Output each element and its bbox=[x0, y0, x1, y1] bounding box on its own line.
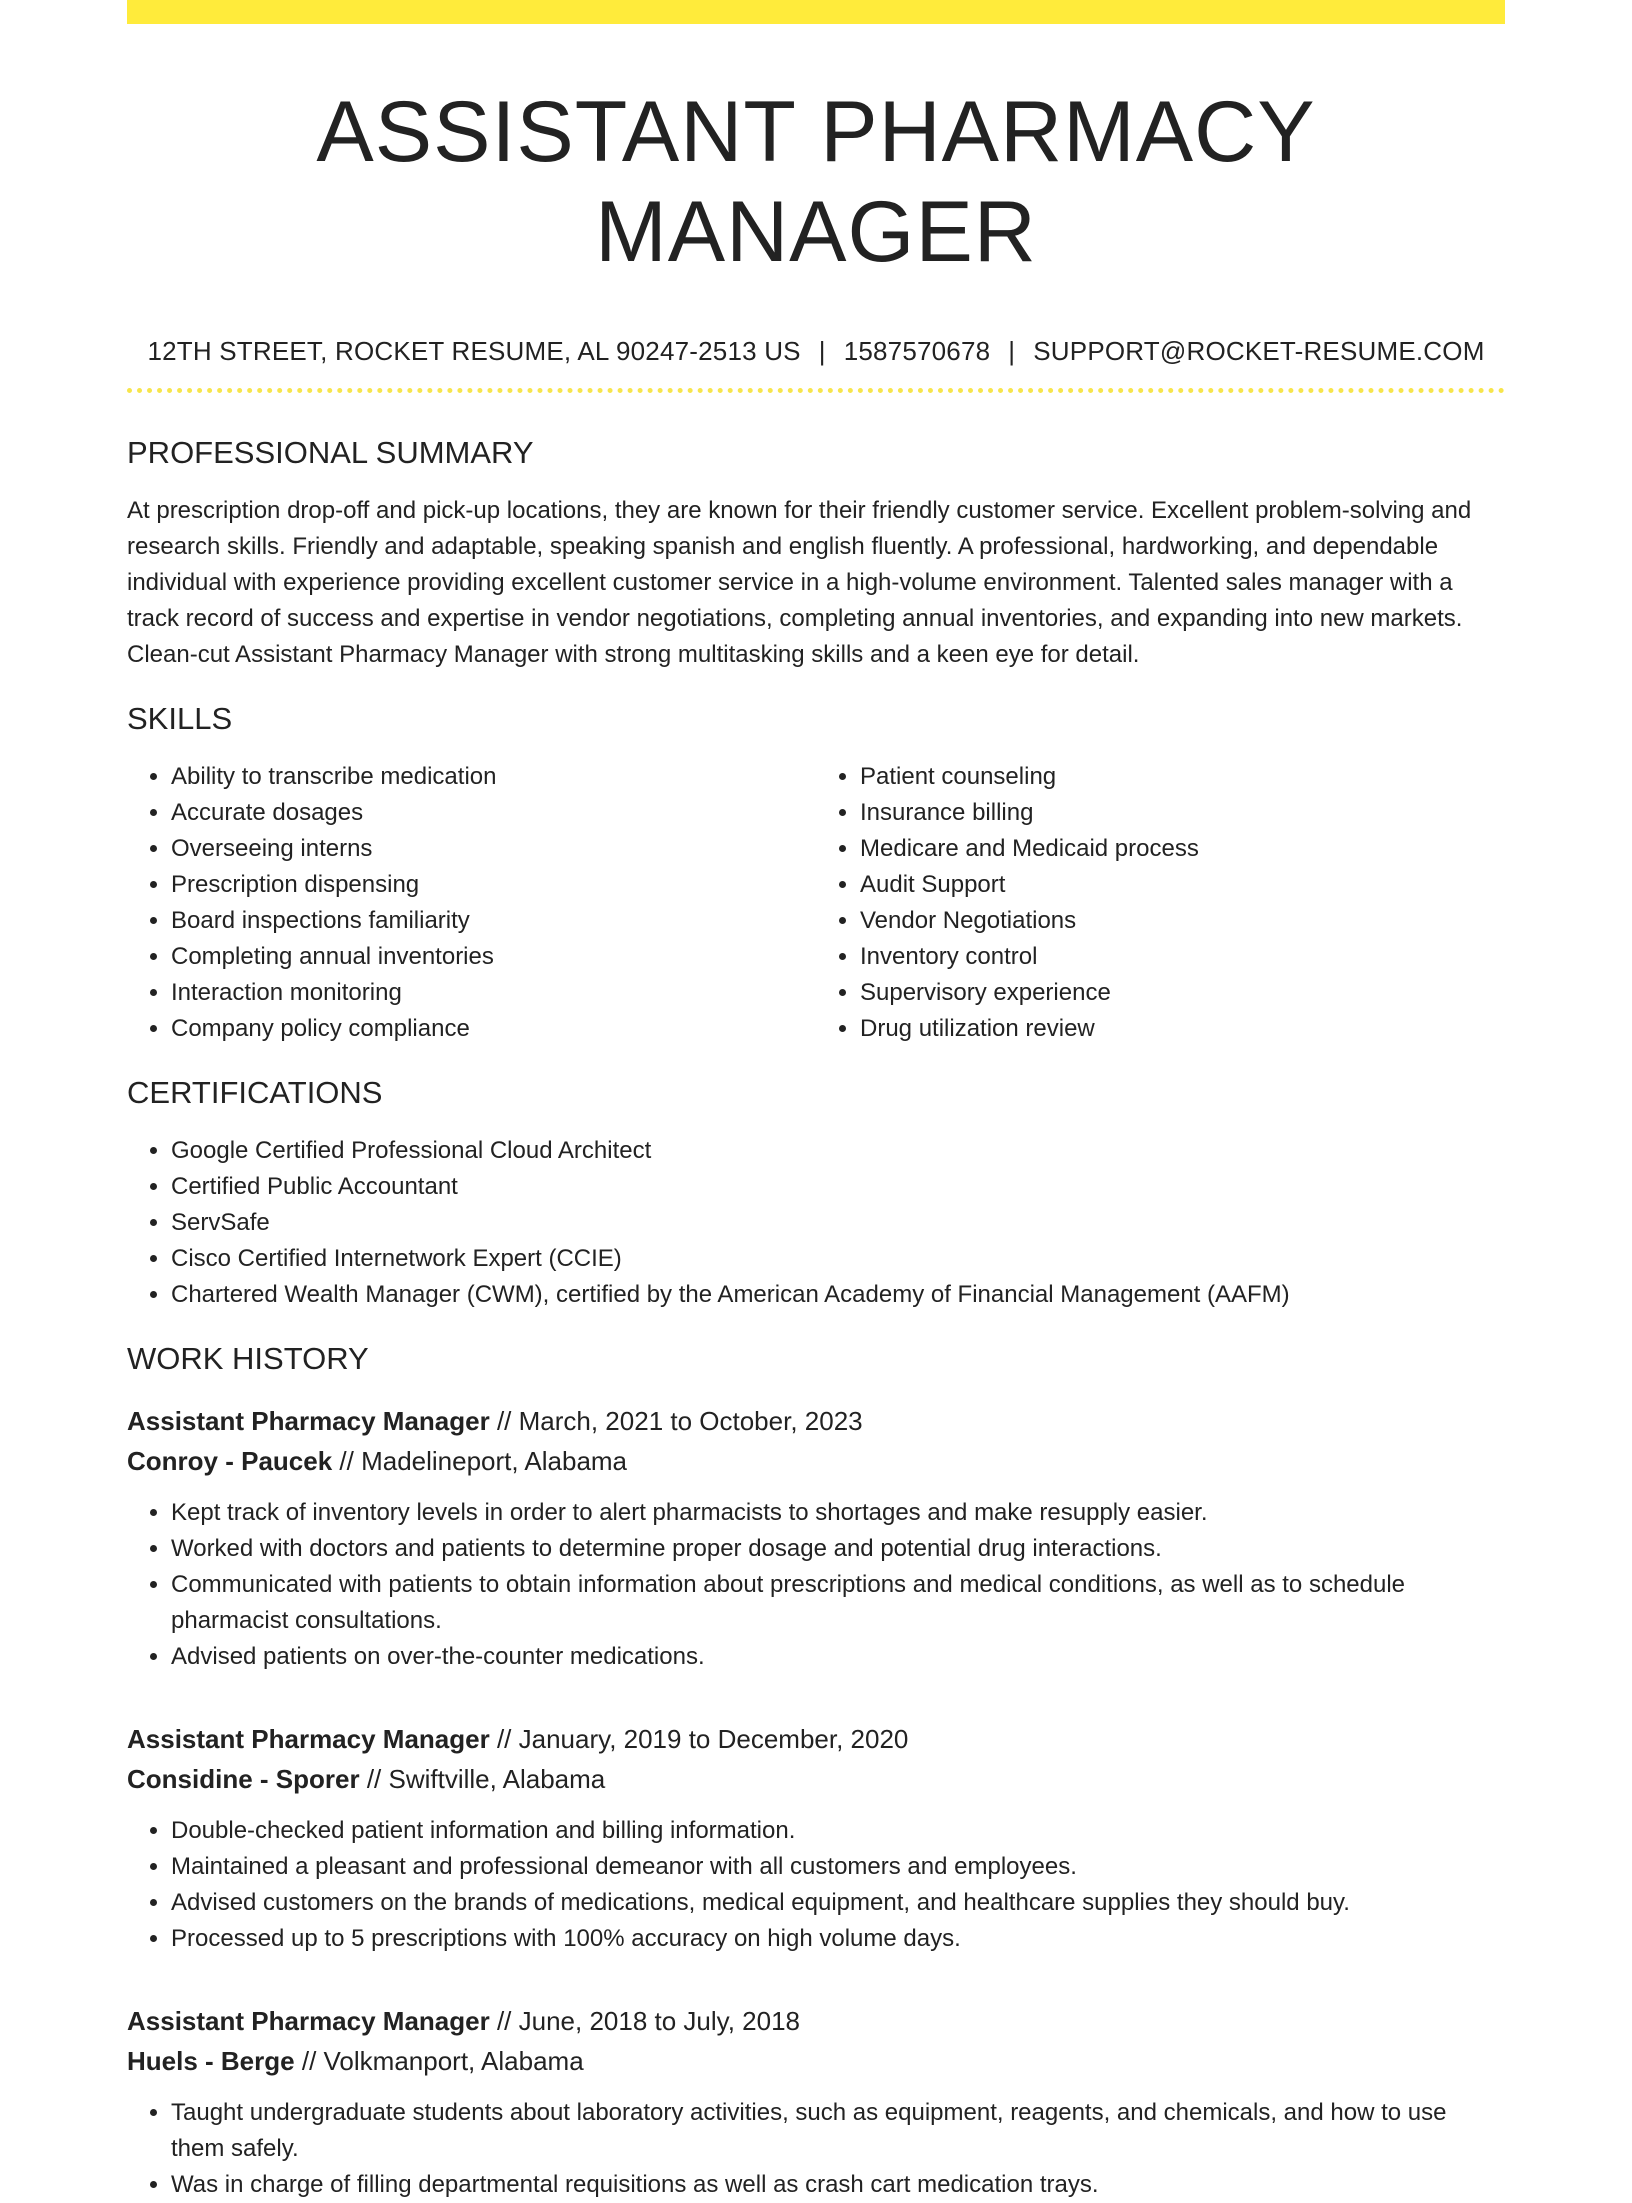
skill-item: • Audit Support bbox=[860, 867, 1505, 903]
contact-line bbox=[127, 334, 1505, 368]
skill-item: • Interaction monitoring bbox=[171, 975, 816, 1011]
job-location: // Swiftville, Alabama bbox=[366, 1764, 606, 1794]
summary-heading: PROFESSIONAL SUMMARY bbox=[127, 435, 534, 470]
skill-item: • Company policy compliance bbox=[171, 1011, 816, 1047]
job-entry bbox=[127, 1719, 1505, 1957]
skills-list-right bbox=[816, 759, 1505, 1047]
job-bullet: • Communicated with patients to obtain information about prescriptions and medical conditions, as well as to schedule pharmacist consultations. bbox=[171, 1567, 1505, 1639]
skill-item: • Completing annual inventories bbox=[171, 939, 816, 975]
resume-page bbox=[127, 0, 1505, 2203]
job-bullets bbox=[127, 1813, 1505, 1957]
skill-item: • Drug utilization review bbox=[860, 1011, 1505, 1047]
skill-item: • Vendor Negotiations bbox=[860, 903, 1505, 939]
skill-item: • Prescription dispensing bbox=[171, 867, 816, 903]
job-bullet: • Maintained a pleasant and professional demeanor with all customers and employees. bbox=[171, 1849, 1505, 1885]
certification-item: • Chartered Wealth Manager (CWM), certified by the American Academy of Financial Management (AAFM) bbox=[171, 1277, 1505, 1313]
job-location: // Madelineport, Alabama bbox=[339, 1446, 628, 1476]
job-bullet: • Double-checked patient information and billing information. bbox=[171, 1813, 1505, 1849]
summary-text: At prescription drop-off and pick-up locations, they are known for their friendly customer service. Excellent problem-solving and research skills. Friendly and adaptable, speaking spanish and english fluently. A professional, hardworking, and dependable individual with experience providing excellent customer service in a high-volume environment. Talented sales manager with a track record of success and expertise in vendor negotiations, completing annual inventories, and expanding into new markets. Clean-cut Assistant Pharmacy Manager with strong multitasking skills and a keen eye for detail. bbox=[127, 497, 1472, 668]
job-bullet: • Advised customers on the brands of medications, medical equipment, and healthcare supplies they should buy. bbox=[171, 1885, 1505, 1921]
job-location: // Volkmanport, Alabama bbox=[301, 2046, 584, 2076]
job-title-line bbox=[127, 2001, 1505, 2041]
contact-email: SUPPORT@ROCKET-RESUME.COM bbox=[1033, 336, 1485, 366]
certification-item: • ServSafe bbox=[171, 1205, 1505, 1241]
contact-address: 12TH STREET, ROCKET RESUME, AL 90247-2513 US bbox=[147, 336, 801, 366]
job-bullet: • Was in charge of filling departmental requisitions as well as crash cart medication trays. bbox=[171, 2167, 1505, 2203]
job-bullet: • Kept track of inventory levels in order to alert pharmacists to shortages and make resupply easier. bbox=[171, 1495, 1505, 1531]
job-dates: // January, 2019 to December, 2020 bbox=[496, 1724, 909, 1754]
skill-item: • Board inspections familiarity bbox=[171, 903, 816, 939]
skill-item: • Ability to transcribe medication bbox=[171, 759, 816, 795]
work-history-heading: WORK HISTORY bbox=[127, 1341, 369, 1376]
skill-item: • Supervisory experience bbox=[860, 975, 1505, 1011]
skill-item: • Insurance billing bbox=[860, 795, 1505, 831]
skill-item: • Patient counseling bbox=[860, 759, 1505, 795]
job-dates: // March, 2021 to October, 2023 bbox=[496, 1406, 863, 1436]
skills-heading: SKILLS bbox=[127, 701, 233, 736]
certification-item: • Cisco Certified Internetwork Expert (CCIE) bbox=[171, 1241, 1505, 1277]
job-company-line bbox=[127, 1441, 1505, 1481]
job-bullet: • Taught undergraduate students about laboratory activities, such as equipment, reagents, and chemicals, and how to use them safely. bbox=[171, 2095, 1505, 2167]
contact-separator: | bbox=[818, 336, 826, 366]
dotted-divider bbox=[127, 388, 1505, 393]
job-bullet: • Processed up to 5 prescriptions with 100% accuracy on high volume days. bbox=[171, 1921, 1505, 1957]
skills-columns bbox=[127, 759, 1505, 1047]
job-bullet: • Worked with doctors and patients to determine proper dosage and potential drug interactions. bbox=[171, 1531, 1505, 1567]
certification-item: • Certified Public Accountant bbox=[171, 1169, 1505, 1205]
certifications-heading: CERTIFICATIONS bbox=[127, 1075, 383, 1110]
job-entry bbox=[127, 1401, 1505, 1675]
resume-title: ASSISTANT PHARMACY MANAGER bbox=[316, 84, 1316, 280]
contact-phone: 1587570678 bbox=[843, 336, 991, 366]
skill-item: • Accurate dosages bbox=[171, 795, 816, 831]
certifications-list bbox=[127, 1133, 1505, 1313]
skill-item: • Inventory control bbox=[860, 939, 1505, 975]
job-company-line bbox=[127, 1759, 1505, 1799]
job-title: Assistant Pharmacy Manager bbox=[127, 2006, 490, 2036]
job-title: Assistant Pharmacy Manager bbox=[127, 1724, 490, 1754]
contact-separator: | bbox=[1008, 336, 1016, 366]
job-bullets bbox=[127, 1495, 1505, 1675]
job-title: Assistant Pharmacy Manager bbox=[127, 1406, 490, 1436]
job-dates: // June, 2018 to July, 2018 bbox=[496, 2006, 801, 2036]
certification-item: • Google Certified Professional Cloud Architect bbox=[171, 1133, 1505, 1169]
job-company: Considine - Sporer bbox=[127, 1764, 360, 1794]
job-entry bbox=[127, 2001, 1505, 2203]
job-company: Huels - Berge bbox=[127, 2046, 295, 2076]
job-title-line bbox=[127, 1719, 1505, 1759]
job-company: Conroy - Paucek bbox=[127, 1446, 333, 1476]
job-bullet: • Advised patients on over-the-counter medications. bbox=[171, 1639, 1505, 1675]
job-company-line bbox=[127, 2041, 1505, 2081]
accent-bar bbox=[127, 0, 1505, 24]
skill-item: • Medicare and Medicaid process bbox=[860, 831, 1505, 867]
job-title-line bbox=[127, 1401, 1505, 1441]
skills-list-left bbox=[127, 759, 816, 1047]
skill-item: • Overseeing interns bbox=[171, 831, 816, 867]
job-bullets bbox=[127, 2095, 1505, 2203]
